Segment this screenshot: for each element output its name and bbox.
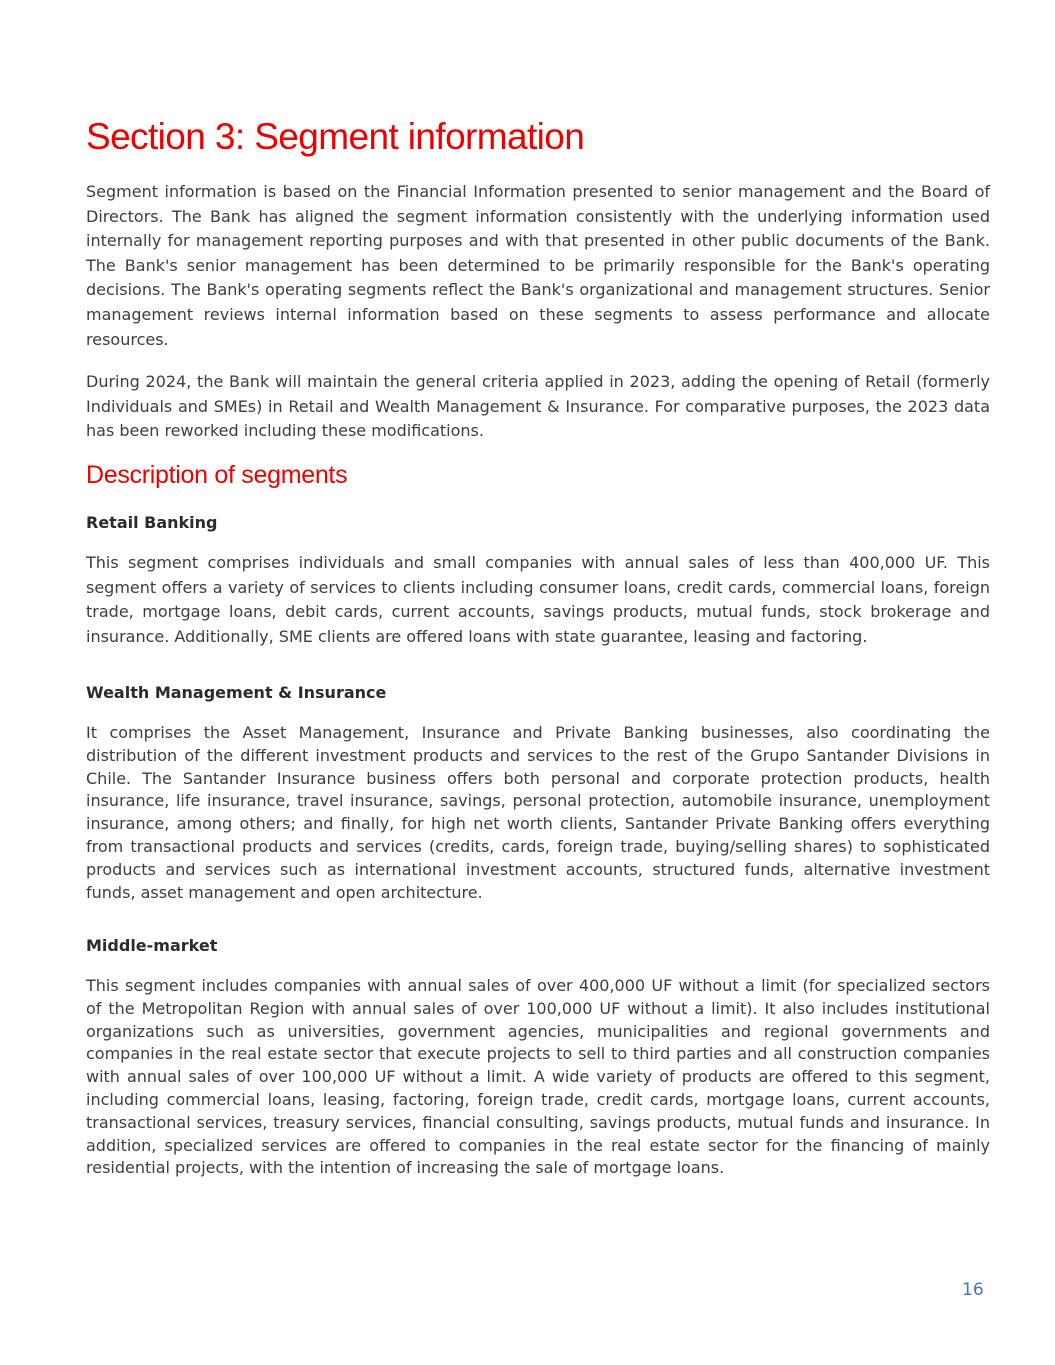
segment-heading-middle-market: Middle-market [86,936,218,955]
segment-description-retail-banking: This segment comprises individuals and small companies with annual sales of less than 400,000 UF. This segment offers a variety of services to clients including consumer loans, credit cards, commercial loans, foreign trade, mortgage loans, debit cards, current accounts, savings products, mutual funds, stock brokerage and insurance. Additionally, SME clients are offered loans with state guarantee, leasing and factoring. [86,553,990,646]
segment-heading-retail-banking: Retail Banking [86,513,218,532]
segment-description-middle-market: This segment includes companies with annual sales of over 400,000 UF without a limit (for specialized sectors of the Metropolitan Region with annual sales of over 100,000 UF without a limit). It also includes institutional organizations such as universities, government agencies, municipalities and regional governments and companies in the real estate sector that execute projects to sell to third parties and all construction companies with annual sales of over 100,000 UF without a limit. A wide variety of products are offered to this segment, including commercial loans, leasing, factoring, foreign trade, credit cards, mortgage loans, current accounts, transactional services, treasury services, financial consulting, savings products, mutual funds and insurance. In addition, specialized services are offered to companies in the real estate sector for the financing of mainly residential projects, with the intention of increasing the sale of mortgage loans. [86,976,990,1178]
intro-paragraph: During 2024, the Bank will maintain the general criteria applied in 2023, adding the opening of Retail (formerly Individuals and SMEs) in Retail and Wealth Management & Insurance. For comparative purposes, the 2023 data has been reworked including these modifications. [86,372,990,441]
intro-paragraph: Segment information is based on the Financial Information presented to senior management and the Board of Directors. The Bank has aligned the segment information consistently with the underlying information used internally for management reporting purposes and with that presented in other public documents of the Bank. The Bank's senior management has been determined to be primarily responsible for the Bank's operating decisions. The Bank's operating segments reflect the Bank's organizational and management structures. Senior management reviews internal information based on these segments to assess performance and allocate resources. [86,182,990,349]
section-title: Section 3: Segment information [86,116,585,157]
segments-heading: Description of segments [86,461,348,489]
segment-heading-wealth-management: Wealth Management & Insurance [86,683,387,702]
segment-description-wealth-management: It comprises the Asset Management, Insurance and Private Banking businesses, also coordinating the distribution of the different investment products and services to the rest of the Grupo Santander Divisions in Chile. The Santander Insurance business offers both personal and corporate protection products, health insurance, life insurance, travel insurance, savings, personal protection, automobile insurance, unemployment insurance, among others; and finally, for high net worth clients, Santander Private Banking offers everything from transactional products and services (credits, cards, foreign trade, buying/selling shares) to sophisticated products and services such as international investment accounts, structured funds, alternative investment funds, asset management and open architecture. [86,723,990,902]
page-number: 16 [962,1280,984,1300]
